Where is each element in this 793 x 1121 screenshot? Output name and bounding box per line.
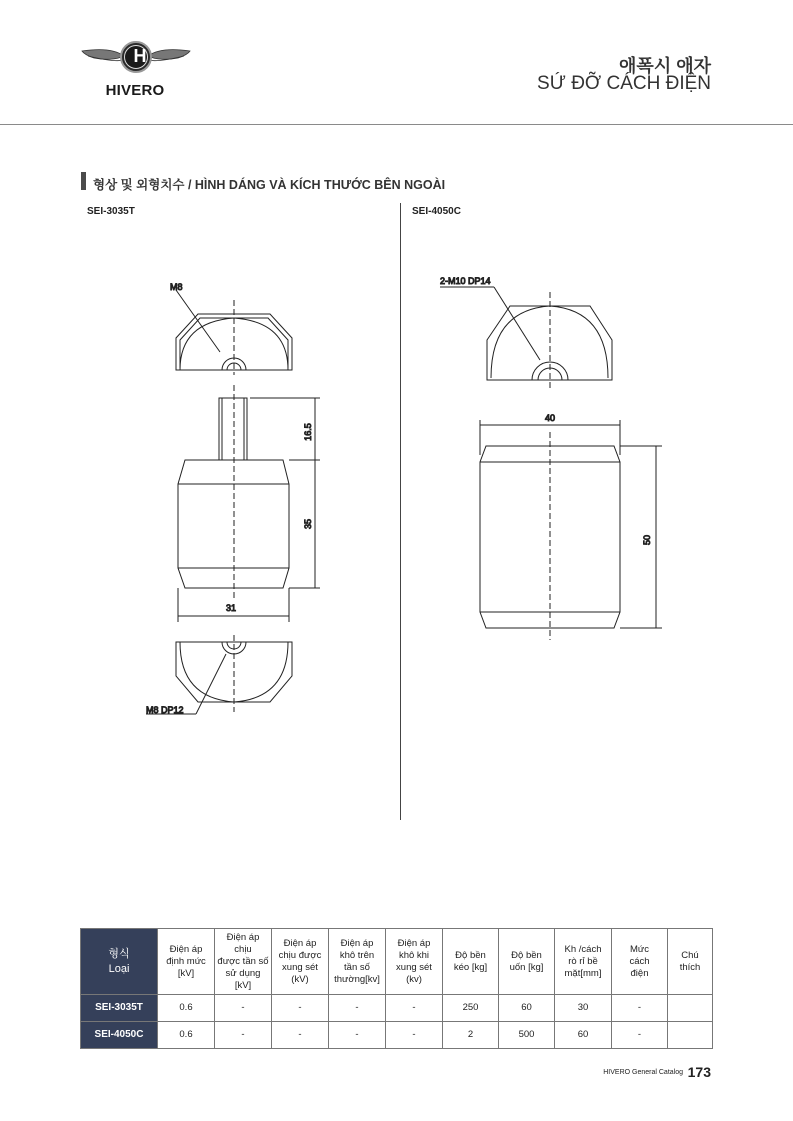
page-number: 173	[687, 1064, 711, 1080]
table-header-line: được tần số	[217, 955, 269, 967]
table-cell: -	[329, 995, 386, 1022]
table-header-line: rò rỉ bề	[568, 955, 598, 967]
table-cell: -	[386, 1022, 443, 1049]
table-cell: -	[272, 995, 329, 1022]
table-header-line: Điện áp chịu	[226, 931, 260, 955]
table-header-line: [kV]	[234, 979, 252, 991]
table-header-cell	[555, 929, 612, 995]
table-cell: -	[386, 995, 443, 1022]
table-cell: 0.6	[158, 995, 215, 1022]
table-header-cell	[386, 929, 443, 995]
table-header-line: chịu được	[278, 949, 322, 961]
right-side-view	[480, 420, 662, 640]
right-width-dimension: 40	[544, 413, 556, 423]
table-header-line: Điện áp	[169, 943, 203, 955]
table-header-line: điện	[630, 967, 649, 979]
table-header-cell	[329, 929, 386, 995]
table-header-line: xung sét	[396, 961, 432, 973]
spec-table	[80, 928, 713, 1049]
table-cell: 60	[499, 995, 555, 1022]
table-header-line: Điện áp	[340, 937, 374, 949]
right-top-view	[440, 287, 612, 388]
table-header-line: Kh /cách	[564, 943, 602, 955]
table-header-line: Độ bền	[511, 949, 542, 961]
table-header-row	[81, 929, 713, 995]
left-width-dimension: 31	[225, 603, 237, 613]
table-header-cell	[612, 929, 668, 995]
table-row-model: SEI-3035T	[81, 995, 158, 1022]
table-header-line: định mức	[166, 955, 206, 967]
table-header-cell	[215, 929, 272, 995]
right-height-dimension: 50	[642, 534, 652, 546]
section-title: 형상 및 외형치수 / HÌNH DÁNG VÀ KÍCH THƯỚC BÊN NGOÀI	[93, 178, 446, 192]
table-cell: -	[215, 1022, 272, 1049]
table-header-line: cách	[629, 955, 650, 967]
left-stud-dimension: 16.5	[303, 423, 313, 441]
table-header-line: Độ bền	[455, 949, 486, 961]
table-cell: 500	[499, 1022, 555, 1049]
table-header-line: khô trên	[339, 949, 375, 961]
page-title-korean: 애폭시 애자	[619, 56, 711, 76]
left-bottom-view	[146, 635, 292, 714]
table-header-cell	[272, 929, 329, 995]
table-cell: -	[329, 1022, 386, 1049]
table-cell: 250	[443, 995, 499, 1022]
page-title-vietnamese: SỨ ĐỠ CÁCH ĐIỆN	[537, 73, 711, 94]
table-cell: 0.6	[158, 1022, 215, 1049]
table-cell	[668, 995, 713, 1022]
table-header-cell	[443, 929, 499, 995]
table-header-line: thường[kv]	[334, 973, 380, 985]
left-body-dimension: 35	[303, 518, 313, 530]
table-header-line: thích	[679, 961, 701, 973]
table-row	[81, 995, 713, 1022]
table-cell: 2	[443, 1022, 499, 1049]
table-cell: 30	[555, 995, 612, 1022]
table-header-line: [kV]	[177, 967, 195, 979]
table-header-line: tần số	[344, 961, 370, 973]
table-header-line: sử dụng	[225, 967, 261, 979]
brand-name: HIVERO	[105, 82, 165, 99]
table-header-cell	[499, 929, 555, 995]
table-header-line: (kV)	[291, 973, 309, 985]
right-top-label: 2-M10 DP14	[440, 276, 491, 286]
left-side-view	[178, 385, 320, 622]
table-header-line: Điện áp	[397, 937, 431, 949]
left-bottom-label: M8 DP12	[146, 705, 184, 715]
left-top-view	[176, 290, 292, 375]
table-header-line: khô khi	[398, 949, 430, 961]
table-header-line: 형식	[108, 947, 130, 960]
table-header-cell	[81, 929, 158, 995]
table-header-cell	[668, 929, 713, 995]
model-label-left: SEI-3035T	[87, 206, 135, 217]
table-cell: -	[215, 995, 272, 1022]
footer-catalog-label: HIVERO General Catalog	[603, 1069, 683, 1076]
table-header-line: Loại	[108, 962, 130, 975]
table-cell: -	[612, 995, 668, 1022]
logo-letter: H	[133, 46, 147, 66]
left-top-label: M8	[170, 282, 183, 292]
table-header-line: kéo [kg]	[453, 961, 488, 973]
model-label-right: SEI-4050C	[412, 206, 461, 217]
table-header-line: xung sét	[282, 961, 318, 973]
table-header-line: mặt[mm]	[564, 967, 602, 979]
table-header-line: Mức	[629, 943, 650, 955]
table-cell: -	[272, 1022, 329, 1049]
table-header-line: (kv)	[406, 973, 422, 985]
table-cell: -	[612, 1022, 668, 1049]
table-cell: 60	[555, 1022, 612, 1049]
table-cell	[668, 1022, 713, 1049]
table-header-line: Điện áp	[283, 937, 317, 949]
table-row-model: SEI-4050C	[81, 1022, 158, 1049]
table-header-cell	[158, 929, 215, 995]
table-header-line: uốn [kg]	[509, 961, 544, 973]
table-header-line: Chú	[681, 949, 699, 961]
table-row	[81, 1022, 713, 1049]
